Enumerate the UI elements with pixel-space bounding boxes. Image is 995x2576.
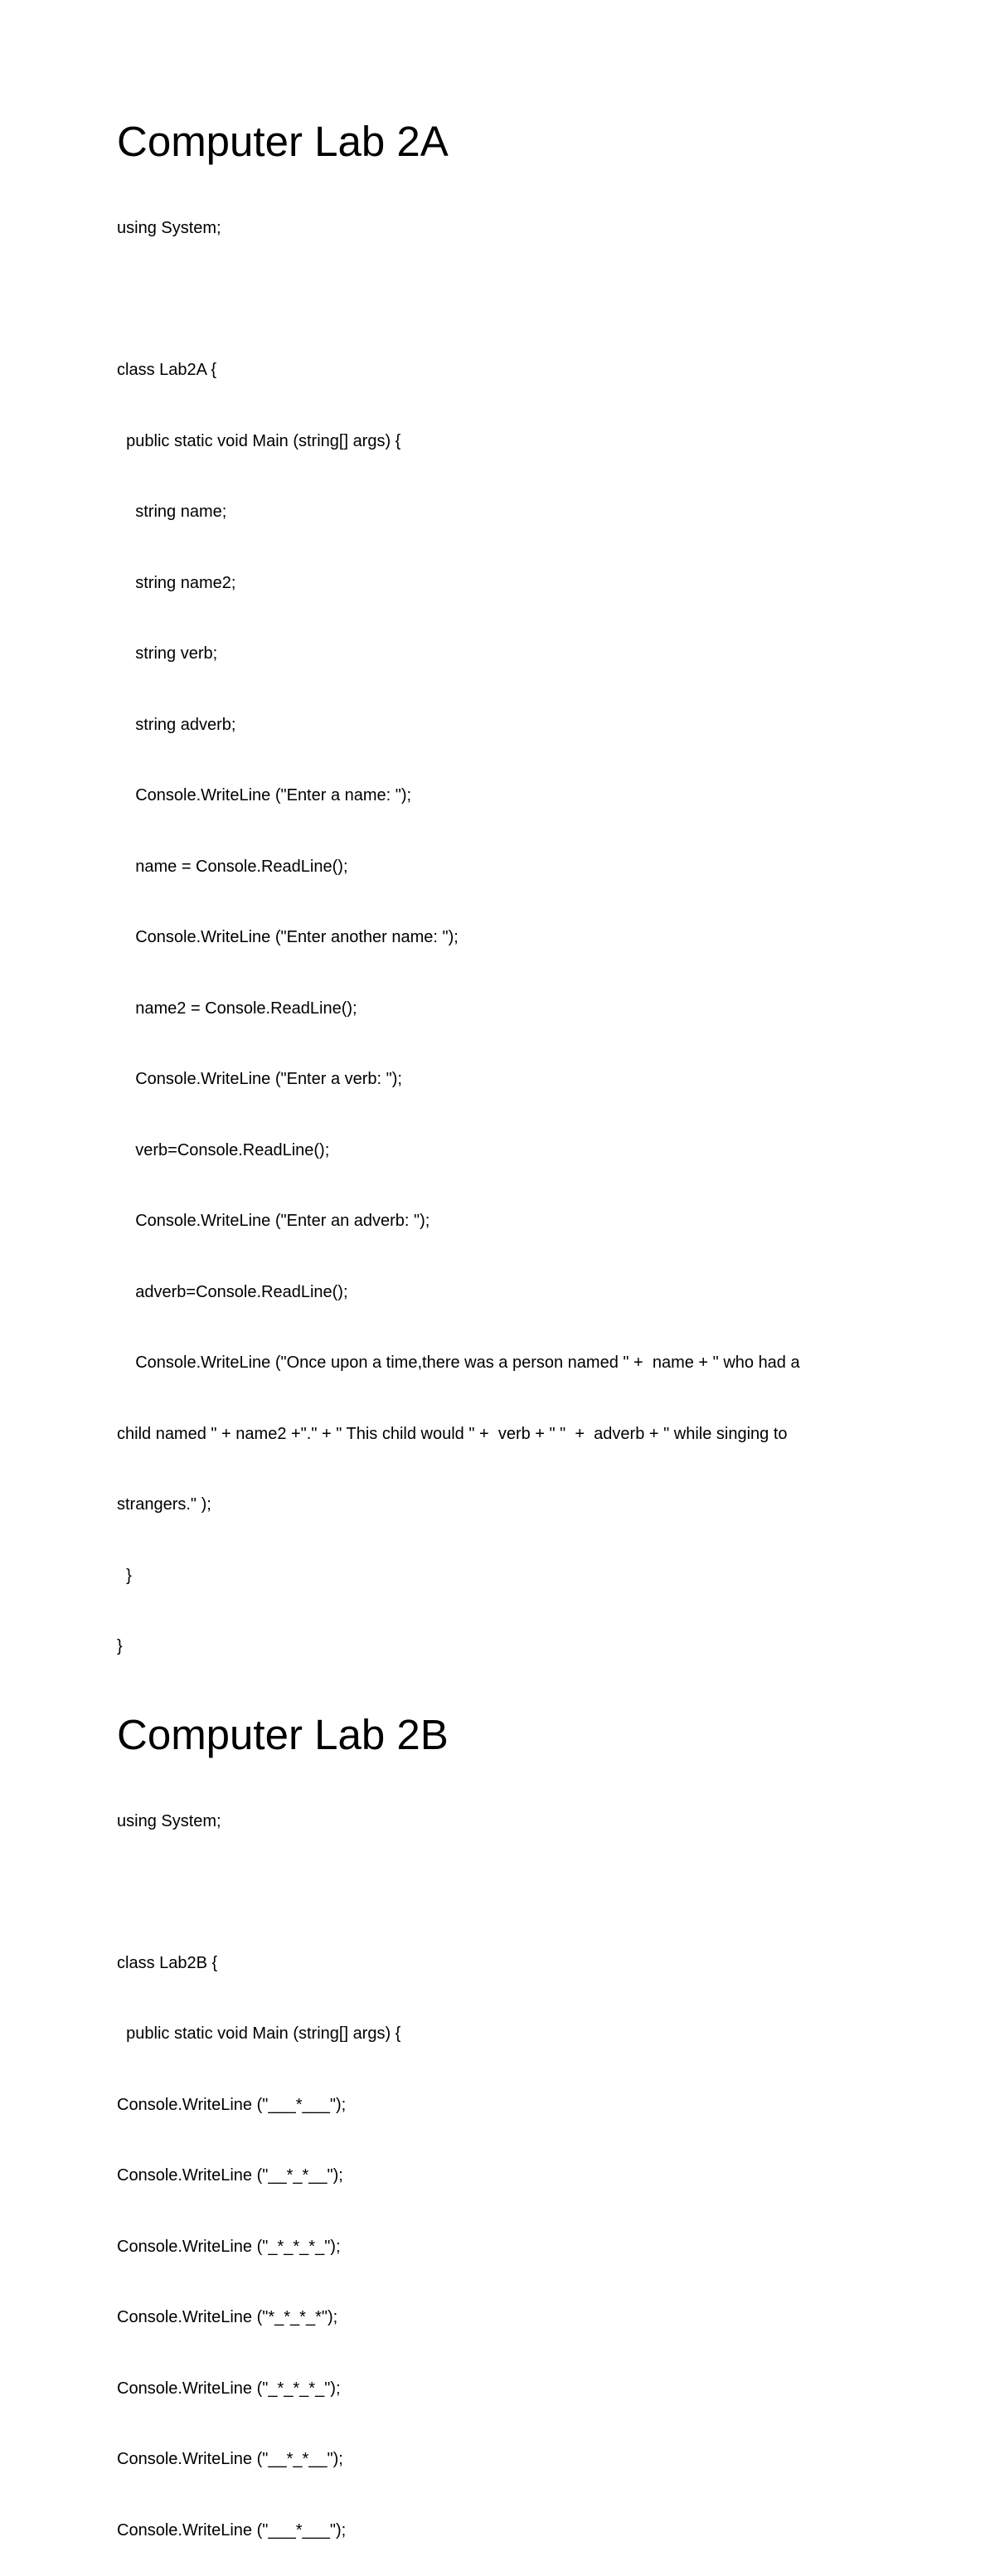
- code-line: string adverb;: [117, 713, 863, 737]
- code-line: string name;: [117, 500, 863, 524]
- code-line: Console.WriteLine ("_*_*_*_");: [117, 2377, 863, 2401]
- code-line: verb=Console.ReadLine();: [117, 1139, 863, 1163]
- code-line: Console.WriteLine ("__*_*__");: [117, 2447, 863, 2472]
- code-line: child named " + name2 +"." + " This child would " + verb + " " + adverb + " while singing to: [117, 1422, 863, 1446]
- code-line: }: [117, 1564, 863, 1588]
- code-line: using System;: [117, 1810, 863, 1834]
- code-line: public static void Main (string[] args) {: [117, 430, 863, 454]
- code-line: Console.WriteLine ("__*_*__");: [117, 2164, 863, 2188]
- code-line: [117, 1880, 863, 1904]
- code-line: name2 = Console.ReadLine();: [117, 997, 863, 1021]
- code-line: string name2;: [117, 571, 863, 595]
- code-line: [117, 288, 863, 312]
- code-line: Console.WriteLine ("Enter a verb: ");: [117, 1067, 863, 1091]
- code-line: adverb=Console.ReadLine();: [117, 1281, 863, 1305]
- code-line: }: [117, 1635, 863, 1659]
- code-line: string verb;: [117, 642, 863, 666]
- code-line: class Lab2B {: [117, 1951, 863, 1976]
- code-line: name = Console.ReadLine();: [117, 855, 863, 879]
- document-page: [117, 114, 863, 2576]
- code-line: Console.WriteLine ("Enter an adverb: ");: [117, 1209, 863, 1233]
- heading-lab-2b: Computer Lab 2B: [117, 1708, 863, 1762]
- code-line: Console.WriteLine ("Enter a name: ");: [117, 784, 863, 808]
- code-line: Console.WriteLine ("Once upon a time,there was a person named " + name + " who had a: [117, 1351, 863, 1375]
- code-line: strangers." );: [117, 1493, 863, 1517]
- heading-lab-2a: Computer Lab 2A: [117, 114, 863, 169]
- code-line: Console.WriteLine ("Enter another name: ");: [117, 926, 863, 950]
- code-line: Console.WriteLine ("___*___");: [117, 2519, 863, 2543]
- section-lab-2a: [117, 114, 863, 1706]
- code-line: Console.WriteLine ("___*___");: [117, 2093, 863, 2117]
- code-line: public static void Main (string[] args) {: [117, 2022, 863, 2046]
- code-line: using System;: [117, 216, 863, 241]
- code-block-lab-2a: [117, 169, 863, 1706]
- section-lab-2b: [117, 1708, 863, 2576]
- code-line: Console.WriteLine ("*_*_*_*");: [117, 2306, 863, 2330]
- code-block-lab-2b: [117, 1762, 863, 2576]
- code-line: class Lab2A {: [117, 358, 863, 382]
- code-line: Console.WriteLine ("_*_*_*_");: [117, 2235, 863, 2259]
